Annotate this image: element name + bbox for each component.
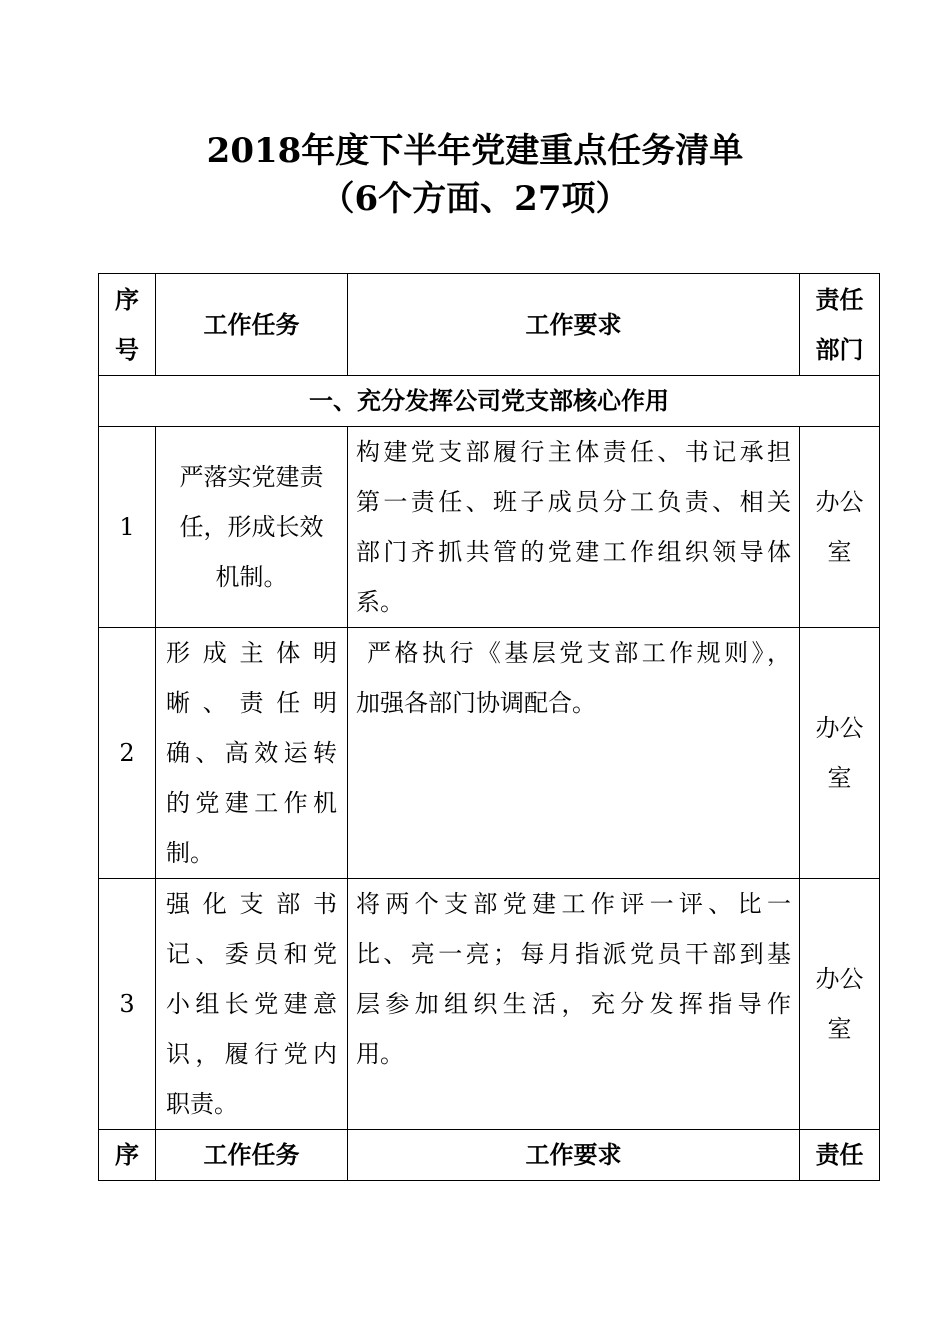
table-row	[99, 628, 880, 879]
section-title: 一、充分发挥公司党支部核心作用	[99, 376, 880, 427]
row-number: 3	[99, 879, 156, 1130]
repeat-header-seq: 序	[99, 1130, 156, 1181]
repeat-header-task: 工作任务	[156, 1130, 348, 1181]
row-dept: 办公 室	[800, 628, 880, 879]
table-row	[99, 427, 880, 628]
row-requirement: 将两个支部党建工作评一评、比一 比、亮一亮；每月指派党员干部到基 层参加组织生活，充分发挥指导作 用。	[348, 879, 800, 1130]
document-subtitle: （6个方面、27项）	[320, 179, 630, 219]
table-header-row	[99, 274, 880, 376]
table-repeat-header-row	[99, 1130, 880, 1181]
row-dept: 办公 室	[800, 427, 880, 628]
row-number: 1	[99, 427, 156, 628]
header-task: 工作任务	[156, 274, 348, 376]
header-seq: 序 号	[99, 274, 156, 376]
header-requirement: 工作要求	[348, 274, 800, 376]
document-title: 2018年度下半年党建重点任务清单	[206, 131, 744, 171]
task-table	[98, 273, 880, 1181]
row-task: 形成主体明 晰、责任明 确、高效运转 的党建工作机 制。	[156, 628, 348, 879]
row-task: 严落实党建责 任，形成长效 机制。	[156, 427, 348, 628]
repeat-header-requirement: 工作要求	[348, 1130, 800, 1181]
section-row	[99, 376, 880, 427]
repeat-header-dept: 责任	[800, 1130, 880, 1181]
row-dept: 办公 室	[800, 879, 880, 1130]
table-row	[99, 879, 880, 1130]
header-dept: 责任 部门	[800, 274, 880, 376]
row-number: 2	[99, 628, 156, 879]
row-requirement: 构建党支部履行主体责任、书记承担 第一责任、班子成员分工负责、相关 部门齐抓共管的党建工作组织领导体 系。	[348, 427, 800, 628]
row-requirement: 严格执行《基层党支部工作规则》， 加强各部门协调配合。	[348, 628, 800, 879]
row-task: 强化支部书 记、委员和党 小组长党建意 识，履行党内 职责。	[156, 879, 348, 1130]
